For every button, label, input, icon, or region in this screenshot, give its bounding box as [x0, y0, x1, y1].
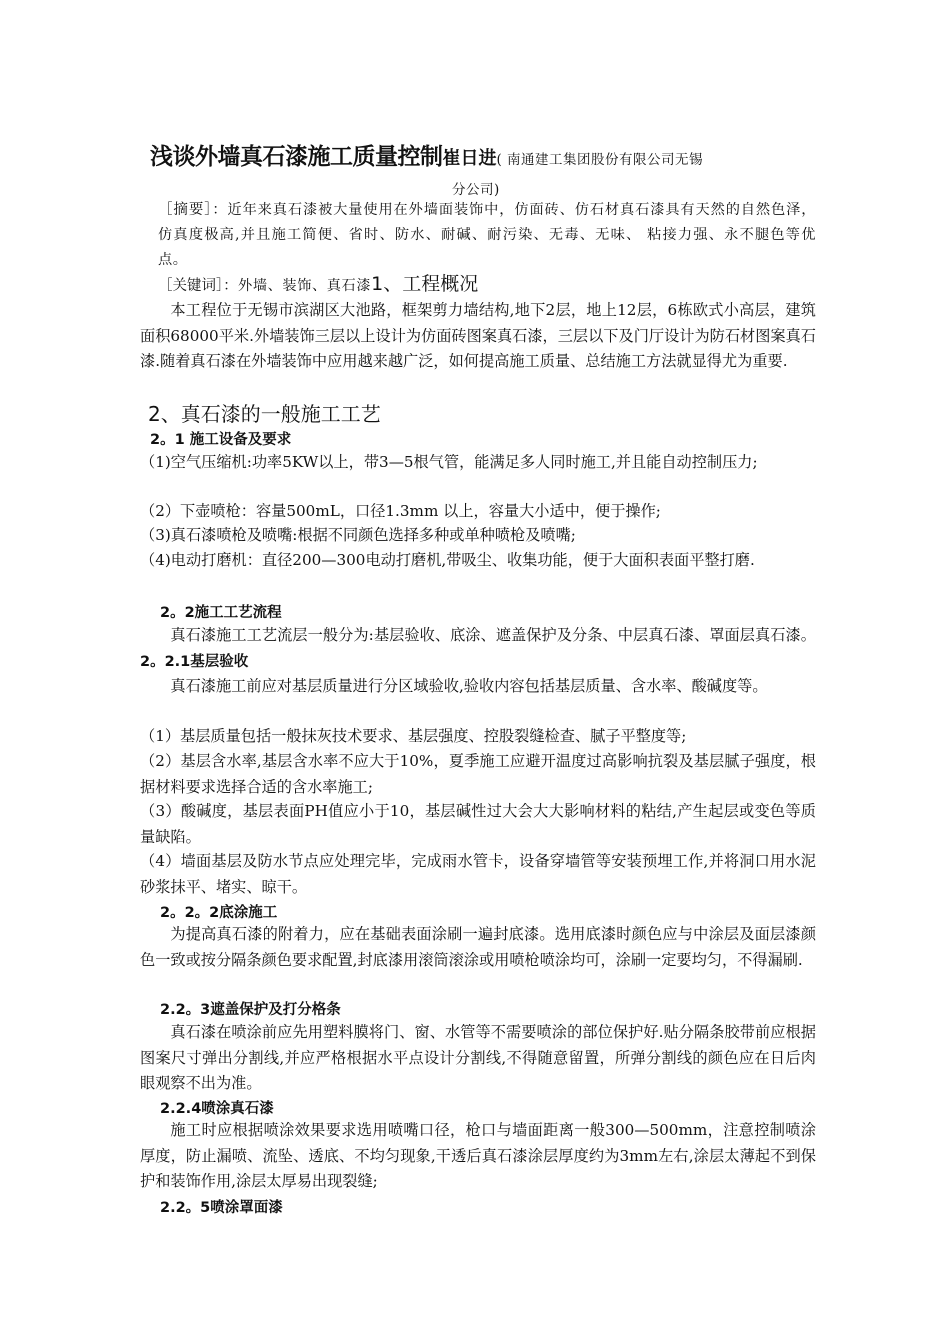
section-2-2-5-heading: 2.2。5喷涂罩面漆 — [160, 1200, 283, 1216]
abstract-label: ［摘要］ — [158, 202, 213, 218]
section-2-2-1-item-2: （2）基层含水率,基层含水率不应大于10%，夏季施工应避开温度过高影响抗裂及基层腻子强度，根据材料要求选择合适的含水率施工; — [140, 752, 816, 796]
section-2-1-item-3: （3)真石漆喷枪及喷嘴:根据不同颜色选择多种或单种喷枪及喷嘴; — [140, 526, 576, 544]
section-2-2-paragraph — [140, 623, 816, 675]
section-2-1-item-2: （2）下壶喷枪：容量500mL，口径1.3mm 以上，容量大小适中，便于操作; — [140, 502, 661, 520]
section-2-2-1-heading: 2。2.1基层验收 — [140, 653, 249, 670]
section-2-2-text: 真石漆施工工艺流层一般分为:基层验收、底涂、遮盖保护及分条、中层真石漆、罩面层真石漆。 — [170, 626, 816, 644]
keywords — [140, 272, 816, 300]
section-2-1-item-1: （1)空气压缩机:功率5KW以上，带3—5根气管，能满足多人同时施工,并且能自动控制压力; — [140, 453, 758, 471]
document-title: 浅谈外墙真石漆施工质量控制 — [150, 144, 443, 170]
affiliation-line-1: ( 南通建工集团股份有限公司无锡 — [496, 152, 704, 168]
section-2-2-1-paragraph: 真石漆施工前应对基层质量进行分区域验收,验收内容包括基层质量、含水率、酸碱度等。 — [170, 677, 768, 695]
section-2-1-heading: 2。1 施工设备及要求 — [150, 432, 292, 448]
section-2-2-1-item-1: （1）基层质量包括一般抹灰技术要求、基层强度、控股裂缝检查、腻子平整度等; — [140, 727, 687, 745]
section-2-2-heading: 2。2施工工艺流程 — [160, 605, 282, 621]
section-2-2-4-heading: 2.2.4喷涂真石漆 — [160, 1101, 274, 1117]
section-1-paragraph: 本工程位于无锡市滨湖区大池路，框架剪力墙结构,地下2层，地上12层，6栋欧式小高层，建筑面积68000平米.外墙装饰三层以上设计为仿面砖图案真石漆，三层以下及门厅设计为防石材图案真石漆.随着真石漆在外墙装饰中应用越来越广泛，如何提高施工质量、总结施工方法就显得尤为重要. — [140, 301, 816, 370]
section-2-2-3-heading: 2.2。3遮盖保护及打分格条 — [160, 1002, 341, 1018]
author-name: 崔日进 — [442, 148, 497, 169]
keywords-text: ：外墙、装饰、真石漆 — [223, 278, 372, 294]
section-2-2-2-paragraph: 为提高真石漆的附着力，应在基础表面涂刷一遍封底漆。选用底漆时颜色应与中涂层及面层漆颜色一致或按分隔条颜色要求配置,封底漆用滚筒滚涂或用喷枪喷涂均可，涂刷一定要均匀，不得漏刷. — [140, 925, 816, 969]
section-2-2-2-heading: 2。2。2底涂施工 — [160, 905, 278, 921]
keywords-label: ［关键词］ — [158, 278, 224, 294]
section-2-1-item-4: （4)电动打磨机：直径200—300电动打磨机,带吸尘、收集功能，便于大面积表面平整打磨. — [140, 551, 755, 569]
section-2-2-4-paragraph: 施工时应根据喷涂效果要求选用喷嘴口径，枪口与墙面距离一般300—500mm，注意控制喷涂厚度，防止漏喷、流坠、透底、不均匀现象,干透后真石漆涂层厚度约为3mm左右,涂层太薄起不到保护和装饰作用,涂层太厚易出现裂缝; — [140, 1121, 816, 1190]
affiliation-line-2: 分公司) — [452, 182, 500, 198]
abstract — [140, 198, 816, 273]
section-2-2-3-paragraph: 真石漆在喷涂前应先用塑料膜将门、窗、水管等不需要喷涂的部位保护好.贴分隔条胶带前应根据图案尺寸弹出分割线,并应严格根据水平点设计分割线,不得随意留置，所弹分割线的颜色应在日后肉眼观察不出为准。 — [140, 1023, 816, 1092]
section-2-2-1-item-3: （3）酸碱度，基层表面PH值应小于10，基层碱性过大会大大影响材料的粘结,产生起层或变色等质量缺陷。 — [140, 802, 816, 846]
section-1-heading: 1、工程概况 — [371, 273, 479, 295]
title-line — [150, 138, 830, 171]
section-2-2-1-item-4: （4）墙面基层及防水节点应处理完毕，完成雨水管卡，设备穿墙管等安装预埋工作,并将洞口用水泥砂浆抹平、堵实、晾干。 — [140, 852, 816, 896]
section-2-heading: 2、真石漆的一般施工工艺 — [148, 402, 381, 426]
abstract-text: ：近年来真石漆被大量使用在外墙面装饰中，仿面砖、仿石材真石漆具有天然的自然色泽，仿真度极高,并且施工简便、省时、防水、耐碱、耐污染、无毒、无味、 粘接力强、永不腿色等优点。 — [158, 202, 816, 268]
